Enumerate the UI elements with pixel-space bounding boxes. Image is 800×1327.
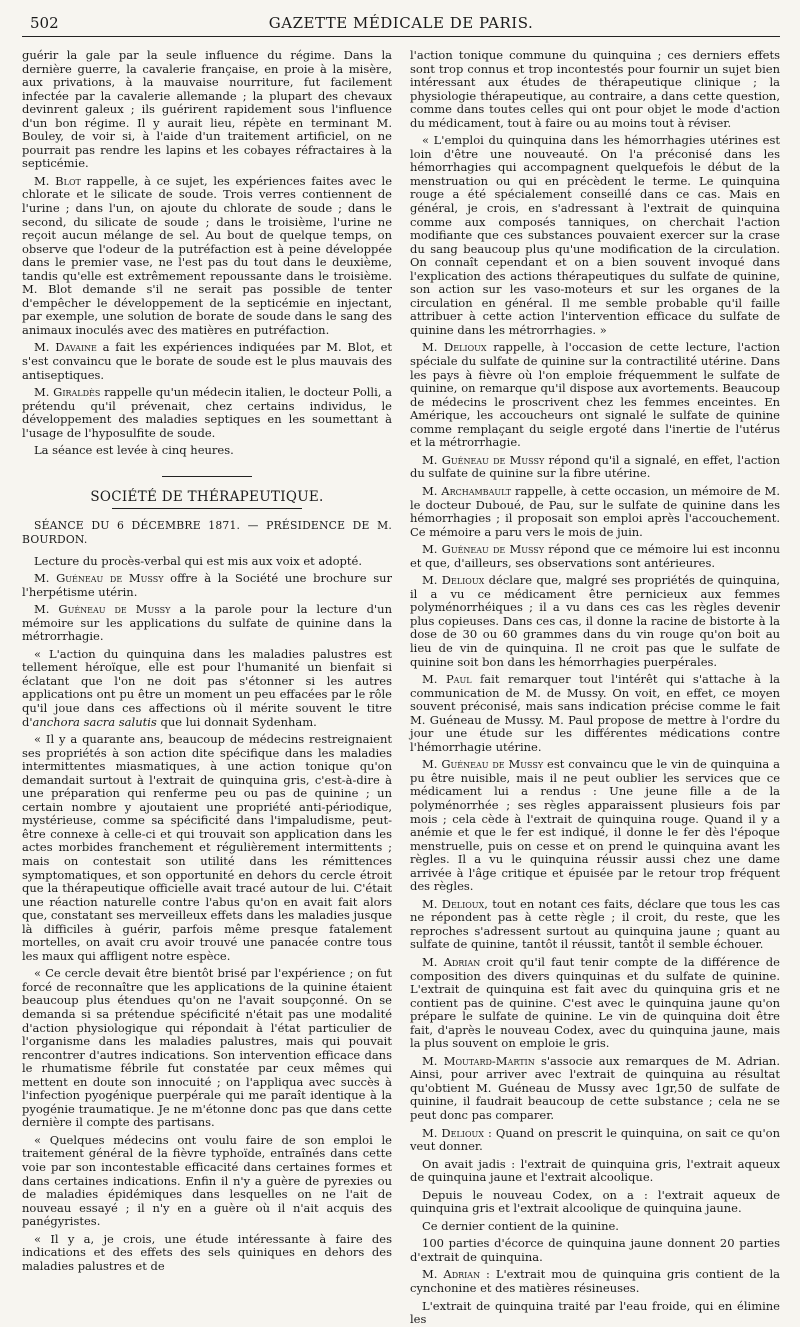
speaker-name: M. Guéneau de Mussy	[422, 757, 544, 772]
paragraph	[410, 341, 780, 449]
speaker-name: M. Moutard-Martin	[422, 1053, 535, 1068]
paragraph-text: a la parole pour la lecture d'un mémoire sur les applications du sulfate de quinine dans la métrorrhagie.	[22, 602, 392, 644]
page-header	[22, 14, 780, 37]
paragraph	[22, 648, 392, 729]
paragraph	[410, 956, 780, 1051]
speaker-name: M. Guéneau de Mussy	[422, 542, 545, 557]
paragraph-text: rappelle, à cette occasion, un mémoire de M. le docteur Duboué, de Pau, sur le sulfate de quinine dans les hémorrhagies ; il proposait son emploi après l'accouchement. Ce mémoire a paru vers le mois de juin.	[410, 483, 780, 539]
paragraph-text: déclare que, malgré ses propriétés de quinquina, il a vu ce médicament être pernicieux aux femmes polyménorrhéiques ; il a vu dans ces cas les règles devenir plus copieuses. Dans ces cas, il donne la racine de bistorte à la dose de 30 ou 60 grammes dans du vin rouge qu'on boit au lieu de vin de quinquina. Il ne croit pas que le sulfate de quinine soit bon dans les hémorrhagies puerpérales.	[410, 573, 780, 669]
paragraph-text: répond qu'il a signalé, en effet, l'action du sulfate de quinine sur la fibre utérine.	[410, 452, 781, 481]
speaker-name: M. Delioux	[422, 573, 485, 588]
paragraph: « Il y a quarante ans, beaucoup de médecins restreignaient ses propriétés à son action dite spécifique dans les maladies intermittentes miasmatiques, à une action tonique qu'on demandait surtout à l'extrait de quinquina gris, c'est-à-dire à une préparation qui renferme peu ou pas de quinine ; un certain nombre y ajoutaient une propriété anti-périodique, mystérieuse, comme sa spécificité dans l'impaludisme, peut-être connexe à celle-ci et qui trouvait son application dans les actes morbides franchement et régulièrement intermittents ; mais on contestait son utilité dans les rémittences symptomatiques, et son opportunité en dehors du cercle étroit que la thérapeutique officielle avait tracé autour de lui. C'était une réaction naturelle contre l'abus qu'on en avait fait alors que, constatant ses merveilleux effets dans les maladies jusque là difficiles à guérir, parfois même presque fatalement mortelles, on avait cru avoir trouvé une panacée contre tous les maux qui affligent notre espèce.	[22, 732, 392, 963]
speaker-name: M. Adrian	[422, 1267, 481, 1282]
paragraph	[410, 1268, 780, 1295]
paragraph: l'action tonique commune du quinquina ; ces derniers effets sont trop connus et trop incontestés pour fournir un sujet bien intéressant aux études de thérapeutique clinique ; la physiologie thérapeutique, au contraire, a dans cette question, comme dans toutes celles qui ont pour objet le mode d'action du médicament, tout à faire ou au moins tout à réviser.	[410, 48, 780, 130]
speaker-name: M. Archambault	[422, 483, 512, 498]
paragraph-text: : L'extrait mou de quinquina gris contient de la cynchonine et des matières résineuses.	[410, 1267, 780, 1296]
paragraph: guérir la gale par la seule influence du régime. Dans la dernière guerre, la cavalerie française, en proie à la misère, aux privations, à la mauvaise nourriture, fut facilement infectée par la cavalerie allemande ; la plupart des chevaux devinrent galeux ; ils guérirent rapidement sous l'influence d'un bon régime. Il y aurait lieu, répète en terminant M. Bouley, de voir si, à l'aide d'un traitement artificiel, on ne pourrait pas rendre les lapins et les cobayes réfractaires à la septicémie.	[22, 48, 392, 171]
paragraph: Depuis le nouveau Codex, on a : l'extrait aqueux de quinquina gris et l'extrait alcoolique de quinquina jaune.	[410, 1187, 780, 1216]
paragraph	[22, 603, 392, 644]
paragraph-text: fait remarquer tout l'intérêt qui s'attache à la communication de M. de Mussy. On voit, en effet, ce moyen souvent préconisé, mais sans indication précise comme le fait M. Guéneau de Mussy. M. Paul propose de mettre à l'ordre du jour une étude sur les différentes médications contre l'hémorrhagie utérine.	[410, 672, 780, 754]
left-column	[22, 48, 393, 1273]
speaker-name: M. Guéneau de Mussy	[34, 571, 164, 586]
paragraph	[22, 386, 392, 440]
paragraph: « L'emploi du quinquina dans les hémorrhagies utérines est loin d'être une nouveauté. On l'a préconisé dans les hémorrhagies qui accompagnent quelquefois le début de la menstruation ou qui en précèdent le terme. Le quinquina rouge a été spécialement conseillé dans ce cas. Mais en général, je crois, en s'adressant à l'extrait de quinquina comme aux composés tanniques, on cherchait l'action modifiante que ces substances pouvaient exercer sur la crase du sang beaucoup plus qu'une modification de la circulation. On connaît cependant et on a bien souvent invoqué dans l'explication des actions thérapeutiques du sulfate de quinine, son action sur les vaso-moteurs et sur les organes de la circulation en général. Il me semble probable qu'il faille attribuer à cette action l'intervention efficace du sulfate de quinine dans les métrorrhagies. »	[410, 133, 780, 337]
paragraph	[410, 1055, 780, 1123]
section-divider	[162, 476, 252, 477]
paragraph-text: que lui donnait Sydenham.	[156, 714, 317, 729]
paragraph	[410, 1127, 780, 1154]
paragraph	[410, 673, 780, 754]
speaker-name: M. Blot	[34, 173, 81, 188]
latin-phrase: anchora sacra salutis	[32, 714, 157, 729]
paragraph-text: a fait les expériences indiquées par M. Blot, et s'est convaincu que le borate de soude est le plus mauvais des antiseptiques.	[22, 340, 392, 382]
paragraph-text: : Quand on prescrit le quinquina, on sait ce qu'on veut donner.	[410, 1125, 780, 1154]
paragraph	[410, 898, 780, 952]
paragraph-text: rappelle qu'un médecin italien, le docteur Polli, a prétendu qu'il prévenait, chez certains individus, le développement des maladies septiques en les soumettant à l'usage de l'hyposulfite de soude.	[22, 385, 393, 440]
paragraph	[22, 341, 392, 382]
paragraph: On avait jadis : l'extrait de quinquina gris, l'extrait aqueux de quinquina jaune et l'extrait alcoolique.	[410, 1156, 780, 1185]
journal-title: GAZETTE MÉDICALE DE PARIS.	[268, 14, 534, 32]
section-title	[22, 488, 392, 510]
paragraph: La séance est levée à cinq heures.	[34, 443, 234, 458]
paragraph: Lecture du procès-verbal qui est mis aux voix et adopté.	[34, 553, 362, 568]
paragraph	[410, 574, 780, 669]
paragraph-text: est convaincu que le vin de quinquina a pu être nuisible, mais il ne peut oublier les services que ce médicament lui a rendus : Une jeune fille a de la polyménorrhée ; ses règles apparaissent plusieurs fois par mois ; cela cède à l'extrait de quinquina rouge. Quand il y a anémie et que le fer est indiqué, il donne le fer dès l'époque menstruelle, puis on cesse et on prend le quinquina avant les règles. Il a vu le quinquina réussir aussi chez une dame arrivée à l'âge critique et épuisée par le retour trop fréquent des règles.	[410, 757, 780, 894]
paragraph	[410, 543, 780, 570]
speaker-name: M. Davaine	[34, 340, 97, 355]
text-columns	[22, 48, 781, 1327]
paragraph-text: rappelle, à ce sujet, les expériences faites avec le chlorate et le silicate de soude. Trois verres contiennent de l'urine ; dans l'un, on ajoute du chlorate de soude ; dans le second, du silicate de soude ; dans le troisième, l'urine ne reçoit aucun mélange de sel. Au bout de quelque temps, on observe que l'odeur de la putréfaction est à peine développée dans le premier vase, ne l'est pas du tout dans le deuxième, tandis qu'elle est extrêmement repoussante dans le troisième. M. Blot demande s'il ne serait pas possible de tenter d'empêcher le développement de la septicémie en injectant, par exemple, une solution de borate de soude dans le sang des animaux inoculés avec des matières en putréfaction.	[22, 173, 392, 337]
paragraph-text: répond que ce mémoire lui est inconnu et que, d'ailleurs, ses observations sont antérieures.	[410, 542, 780, 570]
paragraph: Ce dernier contient de la quinine.	[422, 1218, 619, 1233]
paragraph-text: croit qu'il faut tenir compte de la différence de composition des divers quinquinas et du sulfate de quinine. L'extrait de quinquina est fait avec du quinquina gris et ne contient pas de quinine. C'est avec le quinquina jaune qu'on prépare le sulfate de quinine. Le vin de quinquina doit être fait, d'après le nouveau Codex, avec du quinquina jaune, mais la plus souvent on emploie le gris.	[410, 955, 780, 1051]
paragraph	[22, 572, 392, 599]
paragraph: « Quelques médecins ont voulu faire de son emploi le traitement général de la fièvre typhoïde, entraînés dans cette voie par son incontestable efficacité dans certaines formes et dans certaines indications. Enfin il n'y a guère de pyrexies ou de maladies épidémiques dans lesquelles on ne l'ait de nouveau essayé ; il n'y en a guère où il n'ait acquis des panégyristes.	[22, 1132, 392, 1229]
paragraph-text: , tout en notant ces faits, déclare que tous les cas ne répondent pas à cette règle ; il croit, du reste, que les reproches s'adressent surtout au quinquina jaune ; quant au sulfate de quinine, tantôt il réussit, tantôt il semble échouer.	[410, 896, 780, 952]
speaker-name: M. Adrian	[422, 955, 481, 969]
page-number: 502	[30, 14, 59, 32]
speaker-name: M. Delioux	[422, 1125, 484, 1140]
speaker-name: M. Delioux	[422, 340, 487, 355]
paragraph-text: « L'action du quinquina dans les maladies palustres est tellement héroïque, elle est pour l'humanité un bienfait si éclatant que l'on ne doit pas s'étonner si les autres applications ont pu être un moment un peu effacées par le rôle qu'il joue dans ces affections où il mérite souvent le titre d'	[22, 646, 392, 729]
speaker-name: M. Giraldès	[34, 385, 101, 400]
paragraph	[410, 758, 780, 893]
session-heading: SÉANCE DU 6 DÉCEMBRE 1871. — PRÉSIDENCE DE M. BOURDON.	[22, 519, 392, 546]
paragraph: « Il y a, je crois, une étude intéressante à faire des indications et des effets des sels quiniques en dehors des maladies palustres et de	[22, 1231, 392, 1273]
paragraph	[410, 485, 780, 539]
paragraph: « Ce cercle devait être bientôt brisé par l'expérience ; on fut forcé de reconnaître que les applications de la quinine étaient beaucoup plus étendues qu'on ne l'avait soupçonné. On se demanda si sa prétendue spécificité n'était pas une modalité d'action physiologique qui répondait à l'état particulier de l'organisme dans les maladies palustres, mais qui pouvait rencontrer d'autres indications. Son intervention efficace dans le rhumatisme fébrile fut constatée par ceux mêmes qui mettent en doute son innocuité ; on l'appliqua avec succès à l'infection pyogénique puerpérale qui me paraît identique à la pyogénie traumatique. Je ne m'étonne donc pas que dans cette dernière il compte des partisans.	[22, 966, 392, 1130]
paragraph-text: rappelle, à l'occasion de cette lecture, l'action spéciale du sulfate de quinine sur la contractilité utérine. Dans les pays à fièvre où l'on emploie fréquemment le sulfate de quinine, on remarque qu'il dispose aux avortements. Beaucoup de médecins le proscrivent chez les femmes enceintes. En Amérique, les accoucheurs ont signalé le sulfate de quinine comme remplaçant du seigle ergoté dans l'inertie de l'utérus et la métrorrhagie.	[410, 340, 780, 450]
speaker-name: M. Guéneau de Mussy	[422, 452, 545, 467]
right-column	[410, 48, 781, 1327]
title-underline	[112, 508, 302, 509]
paragraph-text: offre à la Société une brochure sur l'herpétisme utérin.	[22, 571, 392, 599]
speaker-name: M. Guéneau de Mussy	[34, 602, 171, 617]
speaker-name: M. Paul	[422, 672, 472, 687]
section-title-text: SOCIÉTÉ DE THÉRAPEUTIQUE.	[90, 488, 324, 505]
paragraph	[410, 454, 780, 481]
paragraph: L'extrait de quinquina traité par l'eau froide, qui en élimine les	[410, 1298, 780, 1327]
paragraph: 100 parties d'écorce de quinquina jaune donnent 20 parties d'extrait de quinquina.	[410, 1236, 780, 1264]
paragraph	[22, 175, 392, 338]
speaker-name: M. Delioux	[422, 896, 485, 911]
paragraph-text: s'associe aux remarques de M. Adrian. Ainsi, pour arriver avec l'extrait de quinquina au résultat qu'obtient M. Guéneau de Mussy avec 1gr,50 de sulfate de quinine, il faudrait beaucoup de cette substance ; cela ne se peut donc pas comparer.	[410, 1053, 780, 1123]
